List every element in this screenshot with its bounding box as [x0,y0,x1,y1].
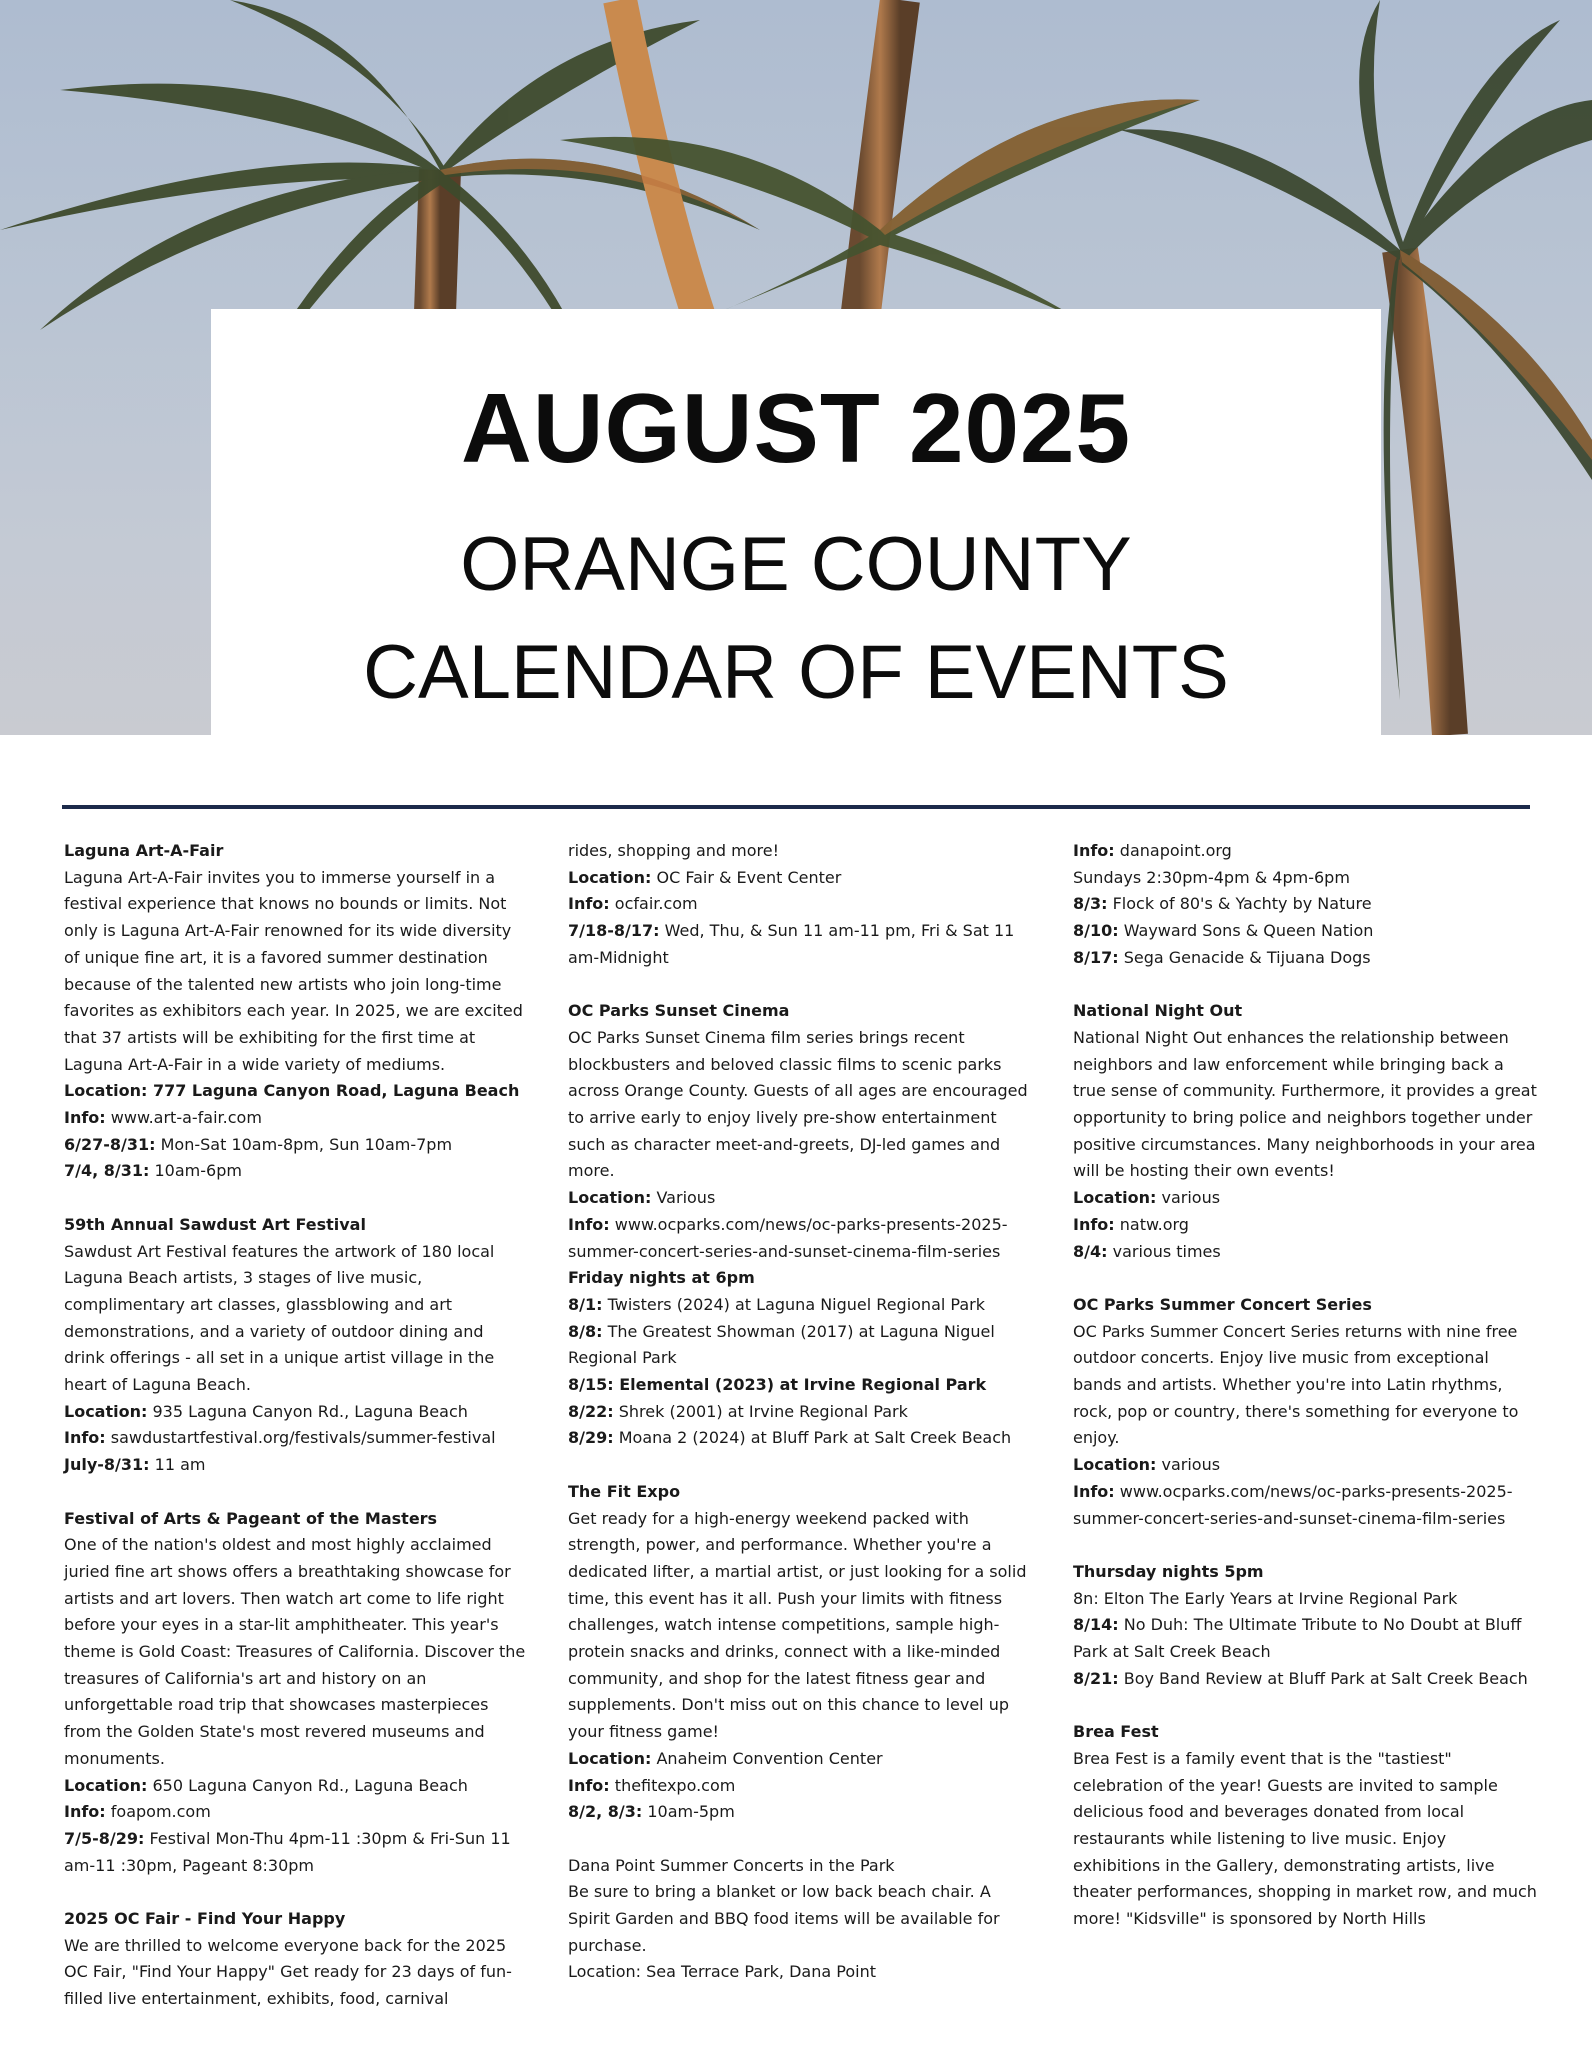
event-description: Sawdust Art Festival features the artwork of 180 local Laguna Beach artists, 3 stages of live music, complimentary art classes, glassblowing and art demonstrations, and a variety of outdoor dining and drink offerings - all set in a unique artist village in the heart of Laguna Beach. [64,1241,495,1395]
event-sawdust-art-festival [64,1212,529,1479]
event-location: Location: various [1073,1188,1221,1208]
event-schedule-heading: Friday nights at 6pm [568,1268,755,1288]
event-info: Info: www.ocparks.com/news/oc-parks-presents-2025-summer-concert-series-and-sunset-cinema-film-series [568,1214,1008,1261]
event-oc-fair-continued [568,838,1033,972]
event-dates: 8/3: Flock of 80's & Yachty by Nature [1073,894,1372,914]
event-title: 59th Annual Sawdust Art Festival [64,1214,366,1234]
event-oc-parks-sunset-cinema [568,998,1033,1452]
event-dates: 8/15: Elemental (2023) at Irvine Regional Park [568,1375,987,1395]
event-description: Laguna Art-A-Fair invites you to immerse yourself in a festival experience that knows no bounds or limits. Not only is Laguna Art-A-Fair renowned for its wide diversity of unique fine art, it is a favored summer destination because of the talented new artists who join long-time favorites as exhibitors each year. In 2025, we are excited that 37 artists will be exhibiting for the first time at Laguna Art-A-Fair in a wide variety of mediums. [64,867,523,1074]
event-fit-expo [568,1479,1033,1826]
event-title: OC Parks Summer Concert Series [1073,1294,1372,1314]
event-dates: 8/14: No Duh: The Ultimate Tribute to No Doubt at Bluff Park at Salt Creek Beach [1073,1615,1522,1662]
event-dana-point-continued [1073,838,1538,972]
event-location: Location: OC Fair & Event Center [568,867,842,887]
event-dates: 8n: Elton The Early Years at Irvine Regional Park [1073,1588,1458,1608]
event-festival-of-arts [64,1506,529,1880]
event-dates: July-8/31: 11 am [64,1455,206,1475]
event-dates: 7/4, 8/31: 10am-6pm [64,1161,242,1181]
event-info: Info: ocfair.com [568,894,698,914]
event-info: Info: foapom.com [64,1802,211,1822]
event-schedule-heading: Thursday nights 5pm [1073,1561,1264,1581]
hero-palm-photo [0,0,1592,735]
column-3 [1073,838,1538,1959]
event-location: Location: 650 Laguna Canyon Rd., Laguna Beach [64,1775,468,1795]
event-info: Info: thefitexpo.com [568,1775,736,1795]
event-dates: 8/22: Shrek (2001) at Irvine Regional Park [568,1401,908,1421]
event-dates: 8/2, 8/3: 10am-5pm [568,1802,735,1822]
event-description: One of the nation's oldest and most highly acclaimed juried fine art shows offers a breathtaking showcase for artists and art lovers. Then watch art come to life right before your eyes in a star-lit amphitheater. This year's theme is Gold Coast: Treasures of California. Discover the treasures of California's art and history on an unforgettable road trip that showcases masterpieces from the Golden State's most revered museums and monuments. [64,1535,526,1768]
event-location: Location: Various [568,1188,716,1208]
event-location: Location: 777 Laguna Canyon Road, Laguna Beach [64,1081,520,1101]
event-info: Info: natw.org [1073,1214,1189,1234]
event-dates: 7/18-8/17: Wed, Thu, & Sun 11 am-11 pm, Fri & Sat 11 am-Midnight [568,921,1015,967]
event-title: 2025 OC Fair - Find Your Happy [64,1909,346,1929]
event-schedule: Sundays 2:30pm-4pm & 4pm-6pm [1073,867,1350,887]
event-location: Location: Anaheim Convention Center [568,1748,883,1768]
event-info: Info: danapoint.org [1073,841,1232,860]
event-dates: 8/10: Wayward Sons & Queen Nation [1073,921,1374,941]
event-title: The Fit Expo [568,1481,681,1501]
column-1 [64,838,529,2040]
column-2 [568,838,1033,2013]
event-oc-fair [64,1906,529,2013]
event-dates: 7/5-8/29: Festival Mon-Thu 4pm-11 :30pm & Fri-Sun 11 am-11 :30pm, Pageant 8:30pm [64,1828,511,1875]
event-info: Info: www.art-a-fair.com [64,1108,262,1128]
divider [62,805,1530,809]
event-thursday-nights [1073,1559,1538,1693]
event-title: OC Parks Sunset Cinema [568,1001,790,1021]
event-title: Brea Fest [1073,1722,1159,1742]
event-description: National Night Out enhances the relationship between neighbors and law enforcement while bringing back a true sense of community. Furthermore, it provides a great opportunity to bring police and neighbors together under positive circumstances. Many neighborhoods in your area will be hosting their own events! [1073,1027,1537,1181]
event-title: Festival of Arts & Pageant of the Masters [64,1508,438,1528]
page-subtitle-line1: ORANGE COUNTY [460,522,1132,607]
event-location: Location: 935 Laguna Canyon Rd., Laguna Beach [64,1401,468,1421]
event-description: We are thrilled to welcome everyone back for the 2025 OC Fair, "Find Your Happy" Get ready for 23 days of fun-filled live entertainment, exhibits, food, carnival [64,1935,512,2009]
title-box [211,309,1381,735]
event-title: Laguna Art-A-Fair [64,841,224,860]
event-location: Location: Sea Terrace Park, Dana Point [568,1962,876,1982]
event-location: Location: various [1073,1455,1221,1475]
page-title: AUGUST 2025 [460,373,1131,483]
event-dates: 8/1: Twisters (2024) at Laguna Niguel Regional Park [568,1294,985,1314]
event-laguna-art-a-fair [64,838,529,1185]
event-dates: 8/21: Boy Band Review at Bluff Park at Salt Creek Beach [1073,1668,1528,1688]
event-title: Dana Point Summer Concerts in the Park [568,1855,895,1875]
event-brea-fest [1073,1719,1538,1933]
event-description: OC Parks Sunset Cinema film series brings recent blockbusters and beloved classic films to scenic parks across Orange County. Guests of all ages are encouraged to arrive early to enjoy lively pre-show entertainment such as character meet-and-greets, DJ-led games and more. [568,1027,1028,1181]
event-description: Be sure to bring a blanket or low back beach chair. A Spirit Garden and BBQ food items will be available for purchase. [568,1882,1000,1955]
event-description: OC Parks Summer Concert Series returns with nine free outdoor concerts. Enjoy live music from exceptional bands and artists. Whether you're into Latin rhythms, rock, pop or country, there's something for everyone to enjoy. [1073,1321,1519,1448]
event-dates: 8/17: Sega Genacide & Tijuana Dogs [1073,947,1371,967]
event-dates: 8/4: various times [1073,1241,1221,1261]
event-description: Get ready for a high-energy weekend packed with strength, power, and performance. Whether you're a dedicated lifter, a martial artist, or just looking for a solid time, this event has it all. Push your limits with fitness challenges, watch intense competitions, sample high-protein snacks and drinks, connect with a like-minded community, and shop for the latest fitness gear and supplements. Don't miss out on this chance to level up your fitness game! [568,1508,1027,1742]
event-description: rides, shopping and more! [568,841,779,860]
event-dates: 8/29: Moana 2 (2024) at Bluff Park at Salt Creek Beach [568,1428,1012,1448]
event-dates: 8/8: The Greatest Showman (2017) at Laguna Niguel Regional Park [568,1321,995,1368]
event-title: National Night Out [1073,1001,1243,1021]
event-dates: 6/27-8/31: Mon-Sat 10am-8pm, Sun 10am-7pm [64,1134,453,1154]
event-national-night-out [1073,998,1538,1265]
event-dana-point-concerts [568,1853,1033,1987]
event-info: Info: www.ocparks.com/news/oc-parks-presents-2025-summer-concert-series-and-sunset-cinema-film-series [1073,1481,1513,1528]
page-subtitle-line2: CALENDAR OF EVENTS [363,630,1229,715]
event-info: Info: sawdustartfestival.org/festivals/summer-festival [64,1428,496,1448]
event-description: Brea Fest is a family event that is the "tastiest" celebration of the year! Guests are invited to sample delicious food and beverages donated from local restaurants while listening to live music. Enjoy exhibitions in the Gallery, demonstrating artists, live theater performances, shopping in market row, and much more! "Kidsville" is sponsored by North Hills [1073,1748,1537,1929]
event-oc-parks-summer-concert [1073,1292,1538,1532]
